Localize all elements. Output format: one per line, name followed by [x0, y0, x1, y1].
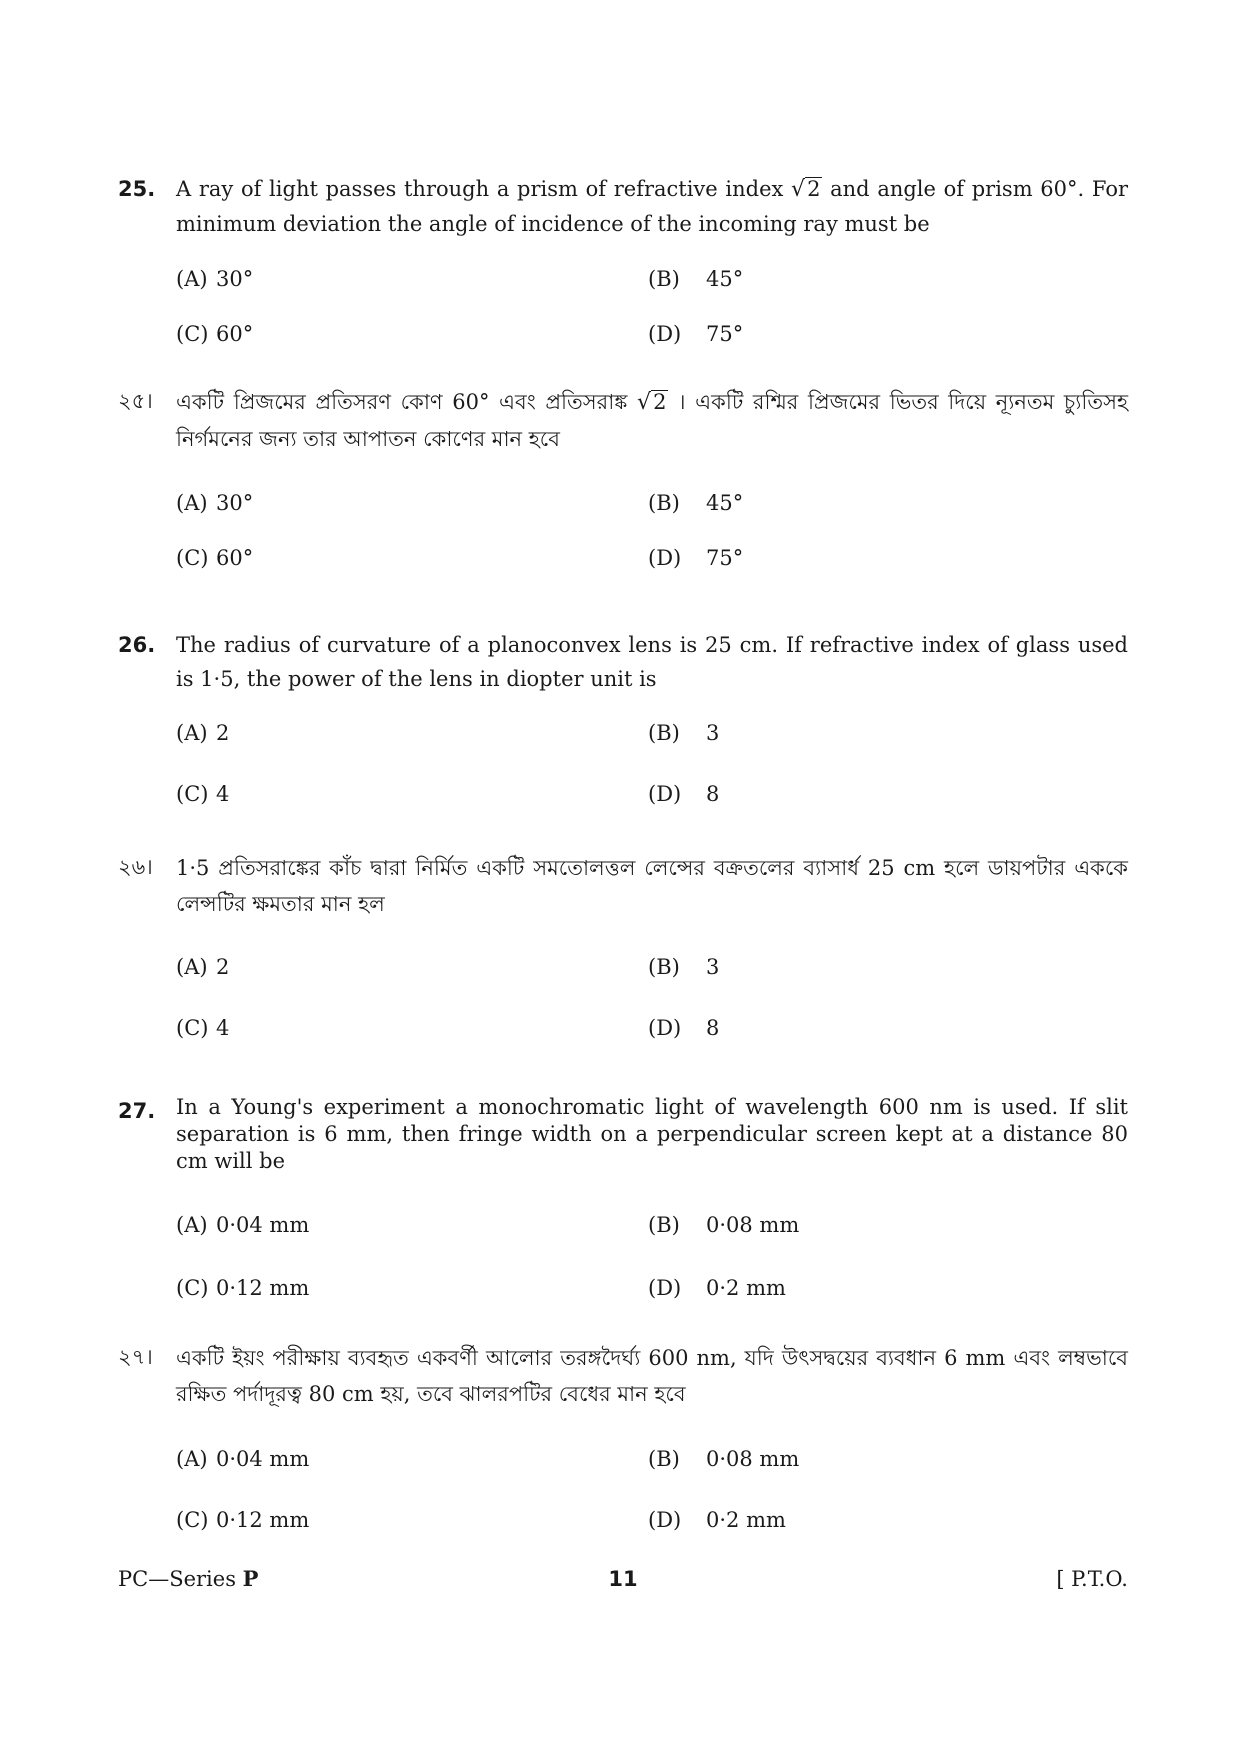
question-text: একটি ইয়ং পরীক্ষায় ব্যবহৃত একবর্ণী আলোর তরঙ্গদৈর্ঘ্য 600 nm, যদি উৎসদ্বয়ের ব্যবধান 6 mm এবং লম্বভাবে রক্ষিত পর্দাদূরত্ব 80 cm হয়, তবে ঝালরপটির বেধের মান হবে	[176, 1346, 1128, 1406]
option-d: (D) 0·2 mm	[648, 1508, 786, 1532]
option-a: (A) 30°	[176, 491, 254, 515]
option-a: (A) 0·04 mm	[176, 1447, 310, 1471]
option-a: (A) 2	[176, 955, 230, 979]
option-c: (C) 60°	[176, 322, 254, 346]
question-number: ২৫।	[118, 389, 153, 413]
option-c: (C) 4	[176, 782, 230, 806]
question-27-en	[118, 1094, 1128, 1300]
question-number: 25.	[118, 177, 156, 201]
option-c: (C) 4	[176, 1016, 230, 1040]
series-label: PC—Series P	[118, 1566, 259, 1591]
question-text: In a Young's experiment a monochromatic light of wavelength 600 nm is used. If slit separation is 6 mm, then fringe width on a perpendicular screen kept at a distance 80 cm will be	[176, 1095, 1128, 1173]
pto-label: [ P.T.O.	[1056, 1567, 1128, 1591]
option-d: (D) 75°	[648, 546, 744, 570]
question-number: 27.	[118, 1099, 156, 1123]
sqrt-expression: √2	[791, 177, 821, 202]
question-text: A ray of light passes through a prism of refractive index √2 and angle of prism 60°. For minimum deviation the angle of incidence of the incoming ray must be	[176, 172, 1128, 241]
question-text: একটি প্রিজমের প্রতিসরণ কোণ 60° এবং প্রতিসরাঙ্ক √2 । একটি রশ্মির প্রিজমের ভিতর দিয়ে ন্যূনতম চ্যুতিসহ নির্গমনের জন্য তার আপাতন কোণের মান হবে	[176, 384, 1128, 457]
option-b: (B) 0·08 mm	[648, 1213, 800, 1237]
option-d: (D) 0·2 mm	[648, 1276, 786, 1300]
page-number: 11	[608, 1567, 638, 1591]
option-d: (D) 75°	[648, 322, 744, 346]
option-b: (B) 45°	[648, 491, 744, 515]
option-b: (B) 3	[648, 955, 720, 979]
question-26-en	[118, 628, 1128, 806]
question-number: 26.	[118, 633, 156, 657]
option-a: (A) 0·04 mm	[176, 1213, 310, 1237]
question-25-en	[118, 172, 1128, 346]
question-text: The radius of curvature of a planoconvex lens is 25 cm. If refractive index of glass used is 1·5, the power of the lens in diopter unit is	[176, 633, 1128, 691]
option-d: (D) 8	[648, 1016, 720, 1040]
option-c: (C) 0·12 mm	[176, 1276, 310, 1300]
option-d: (D) 8	[648, 782, 720, 806]
option-b: (B) 45°	[648, 267, 744, 291]
question-27-bn	[118, 1340, 1128, 1532]
option-b: (B) 3	[648, 721, 720, 745]
option-a: (A) 30°	[176, 267, 254, 291]
question-text: 1·5 প্রতিসরাঙ্কের কাঁচ দ্বারা নির্মিত একটি সমতোলত্তল লেন্সের বক্রতলের ব্যাসার্ধ 25 cm হলে ডায়পটার এককে লেন্সটির ক্ষমতার মান হল	[176, 856, 1128, 916]
question-number: ২৬।	[118, 855, 153, 879]
question-25-bn	[118, 384, 1128, 570]
question-26-bn	[118, 850, 1128, 1040]
option-c: (C) 0·12 mm	[176, 1508, 310, 1532]
question-number: ২৭।	[118, 1345, 153, 1369]
option-c: (C) 60°	[176, 546, 254, 570]
sqrt-expression: √2	[637, 390, 667, 415]
option-b: (B) 0·08 mm	[648, 1447, 800, 1471]
option-a: (A) 2	[176, 721, 230, 745]
